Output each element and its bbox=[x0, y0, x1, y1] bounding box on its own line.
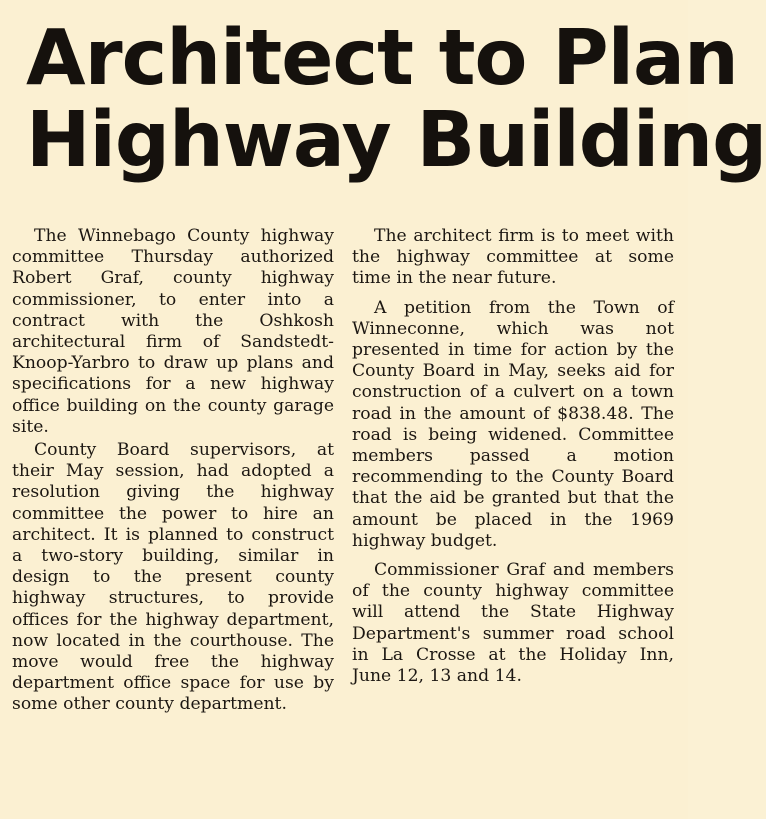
headline bbox=[26, 14, 766, 185]
article-column-left bbox=[12, 226, 334, 718]
paragraph-winneconne-petition: A petition from the Town of Winneconne, which was not presented in time for action by the County Board in May, seeks aid for construction of a culvert on a town road in the amount of $838.48. The road is being widened. Committee members passed a motion recommending to the County Board that the aid be granted but that the amount be placed in the 1969 highway budget. bbox=[352, 297, 674, 551]
paragraph-road-school: Commissioner Graf and members of the county highway committee will attend the State Highway Department's summer road school in La Crosse at the Holiday Inn, June 12, 13 and 14. bbox=[352, 560, 674, 687]
paragraph-board-resolution: County Board supervisors, at their May session, had adopted a resolution giving the highway committee the power to hire an architect. It is planned to construct a two-story building, similar in design to the present county highway structures, to provide offices for the highway department, now located in the courthouse. The move would free the highway department office space for use by some other county department. bbox=[12, 440, 334, 715]
paragraph-committee-authorization: The Winnebago County highway committee Thursday authorized Robert Graf, county highway commissioner, to enter into a contract with the Oshkosh architectural firm of Sandstedt-Knoop-Yarbro to draw up plans and specifications for a new highway office building on the county garage site. bbox=[12, 226, 334, 437]
paragraph-architect-meeting: The architect firm is to meet with the highway committee at some time in the near future. bbox=[352, 226, 674, 289]
headline-line-1: Architect to Plan bbox=[26, 14, 738, 103]
headline-line-2: Highway Building bbox=[26, 96, 766, 185]
article-column-right bbox=[352, 226, 674, 695]
